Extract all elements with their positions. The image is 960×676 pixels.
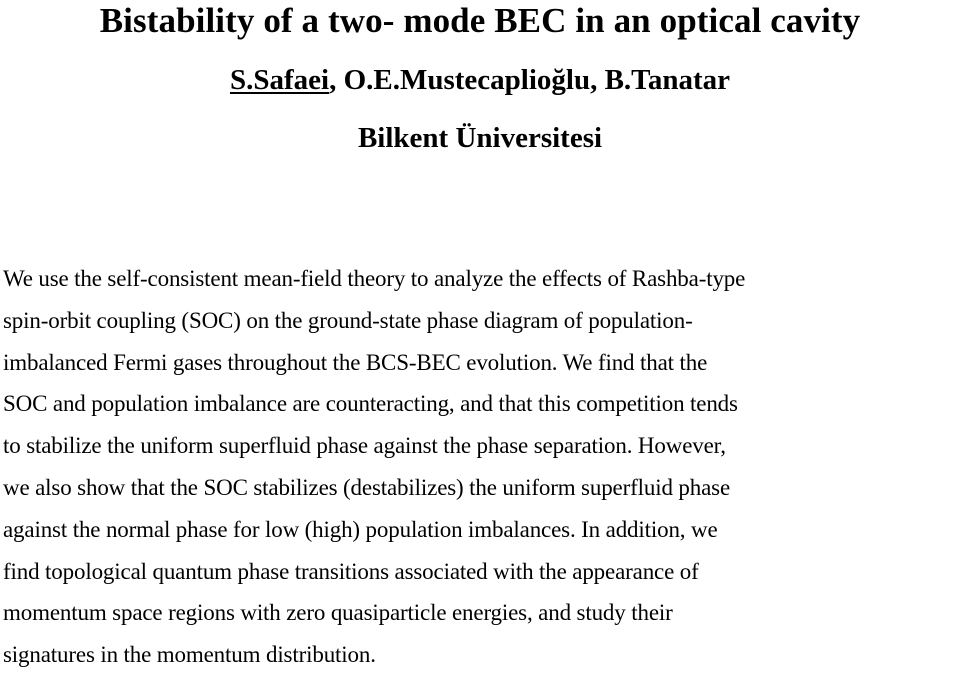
- abstract-line: signatures in the momentum distribution.: [3, 642, 376, 668]
- author-mustecaplioglu: O.E.Mustecaplioğlu: [343, 64, 591, 96]
- abstract-line: to stabilize the uniform superfluid phase against the phase separation. However,: [3, 433, 726, 459]
- abstract-line: spin-orbit coupling (SOC) on the ground-state phase diagram of population-: [3, 307, 693, 333]
- author-list: [0, 62, 960, 98]
- author-tanatar: B.Tanatar: [604, 64, 731, 96]
- abstract-line: SOC and population imbalance are counteracting, and that this competition tends: [3, 391, 738, 417]
- abstract-line: against the normal phase for low (high) population imbalances. In addition, we: [3, 516, 718, 542]
- abstract-body: [3, 258, 958, 676]
- paper-title: Bistability of a two- mode BEC in an optical cavity: [99, 1, 861, 40]
- author-separator: ,: [590, 64, 605, 96]
- author-link-safaei[interactable]: S.Safaei: [229, 64, 330, 96]
- abstract-line: momentum space regions with zero quasiparticle energies, and study their: [3, 600, 673, 626]
- abstract-line: imbalanced Fermi gases throughout the BCS-BEC evolution. We find that the: [3, 349, 708, 375]
- abstract-line: find topological quantum phase transitions associated with the appearance of: [3, 558, 699, 584]
- abstract-line: We use the self-consistent mean-field theory to analyze the effects of Rashba-type: [3, 266, 746, 291]
- author-separator: ,: [329, 64, 344, 96]
- affiliation: Bilkent Üniversitesi: [357, 122, 603, 154]
- abstract-line: we also show that the SOC stabilizes (destabilizes) the uniform superfluid phase: [3, 474, 731, 500]
